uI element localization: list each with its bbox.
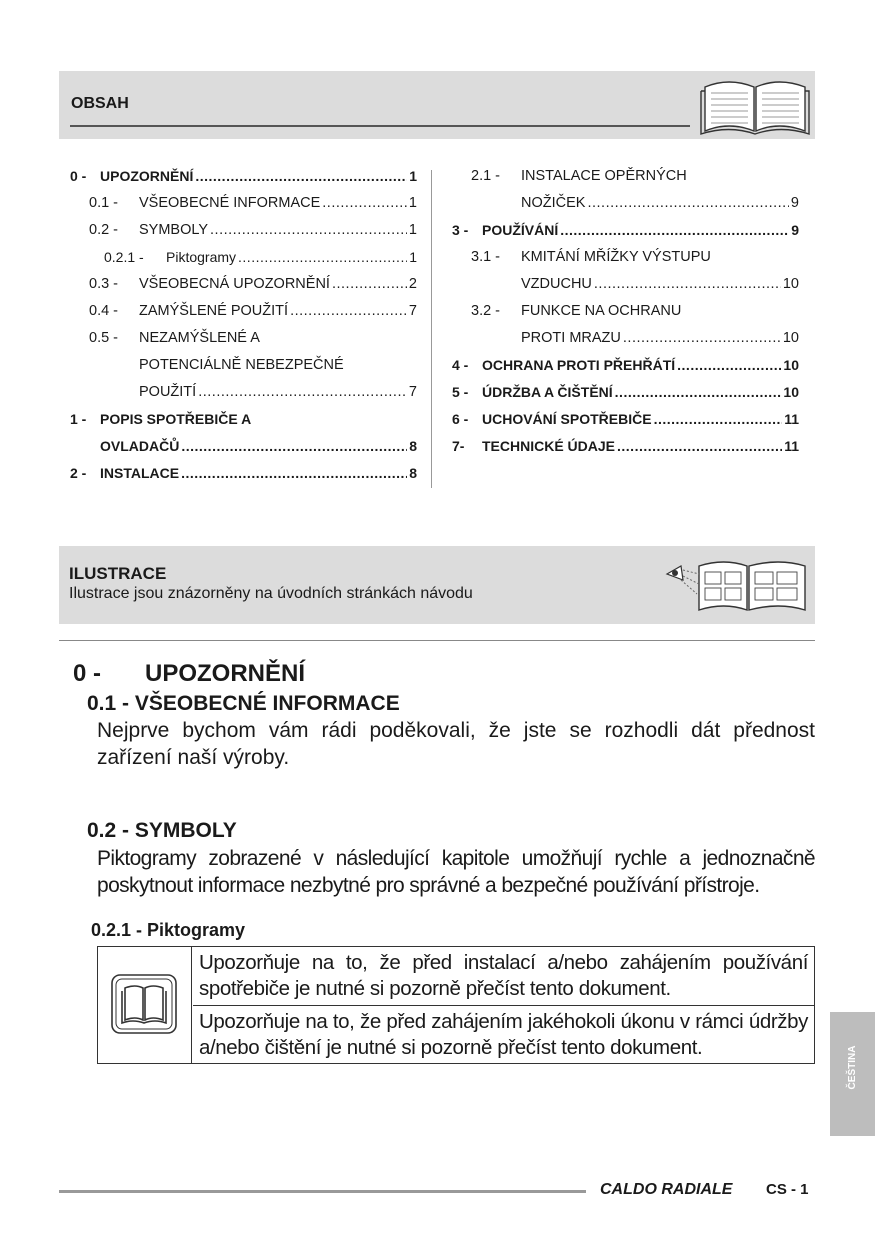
illustrations-band (59, 546, 815, 624)
toc-entry-number: 0.5 - (89, 330, 119, 346)
toc-entry (452, 384, 799, 400)
toc-entry (471, 249, 799, 265)
toc-entry-page: 11 (784, 438, 799, 454)
toc-right-column (452, 168, 799, 468)
toc-leader-dots (198, 384, 407, 400)
illustrations-rule (59, 640, 815, 641)
toc-entry-page: 9 (791, 222, 799, 238)
toc-leader-dots (615, 384, 782, 400)
toc-entry (89, 357, 417, 373)
toc-entry-number: 3 - (452, 222, 469, 238)
toc-entry-page: 10 (782, 276, 799, 292)
toc-entry-label: VZDUCHU (521, 276, 592, 292)
pictogram-icon-cell (98, 947, 192, 1063)
toc-entry-label: UCHOVÁNÍ SPOTŘEBIČE (482, 411, 652, 427)
toc-entry (471, 168, 799, 184)
toc-entry-label: VŠEOBECNÁ UPOZORNĚNÍ (139, 276, 330, 292)
illustrations-title: ILUSTRACE (69, 564, 167, 583)
toc-entry (89, 330, 417, 346)
toc-entry-page: 8 (409, 465, 417, 481)
toc-entry (89, 195, 417, 211)
toc-entry-page: 10 (783, 384, 799, 400)
toc-entry-label: ZAMÝŠLENÉ POUŽITÍ (139, 303, 289, 319)
toc-entry-label: TECHNICKÉ ÚDAJE (482, 438, 616, 454)
toc-left-column (70, 168, 417, 488)
toc-entry-label: POUŽITÍ (139, 384, 197, 400)
toc-entry-number: 2 - (70, 465, 87, 481)
toc-entry-label: UPOZORNĚNÍ (100, 168, 194, 184)
toc-entry-number: 6 - (452, 411, 469, 427)
toc-entry-page: 8 (409, 438, 417, 454)
footer-page-number: CS - 1 (766, 1181, 809, 1198)
pictogram-text-2: Upozorňuje na to, že před zahájením jakéhokoli úkonu v rámci údržby a/nebo čištění je nutné si pozorně přečíst tento dokument. (199, 1010, 808, 1059)
toc-entry (452, 357, 799, 373)
toc-entry (70, 411, 417, 427)
toc-entry-number: 3.1 - (471, 249, 501, 265)
toc-entry-page: 1 (408, 195, 417, 211)
toc-leader-dots (587, 195, 788, 211)
footer-rule (59, 1190, 586, 1193)
section-number: 0 - (73, 660, 102, 687)
toc-leader-dots (195, 168, 407, 184)
toc-entry-page: 2 (408, 276, 417, 292)
toc-entry-label: KMITÁNÍ MŘÍŽKY VÝSTUPU (521, 249, 711, 265)
toc-entry (471, 195, 799, 211)
toc-entry-page: 11 (784, 411, 799, 427)
toc-entry (70, 168, 417, 184)
toc-entry (89, 303, 417, 319)
toc-leader-dots (181, 465, 407, 481)
toc-leader-dots (677, 357, 781, 373)
toc-entry-number: 0.4 - (89, 303, 119, 319)
toc-entry-number: 4 - (452, 357, 469, 373)
toc-entry-page: 9 (790, 195, 799, 211)
illustrations-subtitle: Ilustrace jsou znázorněny na úvodních stránkách návodu (69, 585, 473, 602)
toc-entry-number: 3.2 - (471, 303, 501, 319)
toc-entry-label: POUŽÍVÁNÍ (482, 222, 559, 238)
toc-entry-number: 2.1 - (471, 168, 501, 184)
toc-entry-number: 1 - (70, 411, 87, 427)
toc-entry (452, 222, 799, 238)
toc-leader-dots (594, 276, 781, 292)
toc-entry-page: 10 (782, 330, 799, 346)
section-heading-0-2: 0.2 - SYMBOLY (87, 819, 237, 842)
toc-entry (89, 222, 417, 238)
toc-entry-label: ÚDRŽBA A ČIŠTĚNÍ (482, 384, 613, 400)
section-heading-0 (73, 660, 305, 688)
toc-entry (104, 249, 417, 265)
toc-leader-dots (210, 222, 407, 238)
language-tab-label: ČEŠTINA (847, 1045, 858, 1090)
toc-entry-label: POTENCIÁLNĚ NEBEZPEČNÉ (139, 357, 344, 373)
toc-leader-dots (560, 222, 789, 238)
toc-entry (70, 465, 417, 481)
toc-entry (89, 384, 417, 400)
toc-entry-label: FUNKCE NA OCHRANU (521, 303, 682, 319)
toc-entry (471, 330, 799, 346)
open-book-icon (699, 77, 811, 135)
toc-entry-page: 1 (409, 168, 417, 184)
toc-entry-label: OVLADAČŮ (100, 438, 180, 454)
footer-brand: CALDO RADIALE (600, 1181, 733, 1198)
contents-title: OBSAH (71, 95, 129, 112)
section-0-1-text: Nejprve bychom vám rádi poděkovali, že jste se rozhodli dát přednost zařízení naší výroby. (97, 719, 815, 769)
toc-entry-page: 7 (408, 303, 417, 319)
toc-leader-dots (623, 330, 781, 346)
manual-book-icon (111, 974, 177, 1034)
toc-entry-number: 0.3 - (89, 276, 119, 292)
toc-entry-label: POPIS SPOTŘEBIČE A (100, 411, 252, 427)
toc-entry-label: NOŽIČEK (521, 195, 586, 211)
toc-entry-label: VŠEOBECNÉ INFORMACE (139, 195, 321, 211)
toc-entry (452, 411, 799, 427)
contents-title-rule (70, 125, 690, 127)
pictogram-text-1: Upozorňuje na to, že před instalací a/nebo zahájením používání spotřebiče je nutné si pozorně přečíst tento dokument. (193, 947, 814, 1006)
section-heading-0-2-1: 0.2.1 - Piktogramy (91, 920, 246, 940)
toc-leader-dots (654, 411, 783, 427)
toc-entry (471, 303, 799, 319)
toc-entry-page: 10 (783, 357, 799, 373)
toc-entry-page: 1 (409, 249, 417, 265)
toc-entry (89, 276, 417, 292)
contents-header-band (59, 71, 815, 139)
pictogram-table (97, 946, 815, 1064)
toc-leader-dots (332, 276, 407, 292)
toc-leader-dots (617, 438, 782, 454)
toc-entry-label: PROTI MRAZU (521, 330, 621, 346)
toc-entry-label: Piktogramy (166, 249, 237, 265)
toc-entry-page: 7 (408, 384, 417, 400)
section-heading-0-1: 0.1 - VŠEOBECNÉ INFORMACE (87, 692, 400, 715)
toc-entry-page: 1 (408, 222, 417, 238)
language-tab (830, 1012, 875, 1136)
toc-entry (70, 438, 417, 454)
section-title: UPOZORNĚNÍ (145, 660, 306, 687)
toc-entry (452, 438, 799, 454)
toc-entry-label: INSTALACE (100, 465, 180, 481)
illustrated-book-icon (659, 554, 809, 614)
toc-entry-number: 0.2.1 - (104, 249, 144, 265)
toc-leader-dots (322, 195, 407, 211)
toc-entry-number: 5 - (452, 384, 469, 400)
toc-entry-label: SYMBOLY (139, 222, 209, 238)
toc-divider (431, 170, 432, 488)
toc-entry-number: 0.2 - (89, 222, 119, 238)
toc-entry-label: NEZAMÝŠLENÉ A (139, 330, 260, 346)
toc-entry-number: 0.1 - (89, 195, 119, 211)
toc-entry-number: 7- (452, 438, 465, 454)
toc-entry (471, 276, 799, 292)
toc-leader-dots (238, 249, 407, 265)
section-0-2-text: Piktogramy zobrazené v následující kapitole umožňují rychle a jednoznačně poskytnout informace nezbytné pro správné a bezpečné používání přístroje. (97, 847, 815, 897)
toc-entry-label: INSTALACE OPĚRNÝCH (521, 168, 687, 184)
toc-leader-dots (290, 303, 407, 319)
toc-leader-dots (181, 438, 407, 454)
toc-entry-number: 0 - (70, 168, 87, 184)
toc-entry-label: OCHRANA PROTI PŘEHŘÁTÍ (482, 357, 676, 373)
